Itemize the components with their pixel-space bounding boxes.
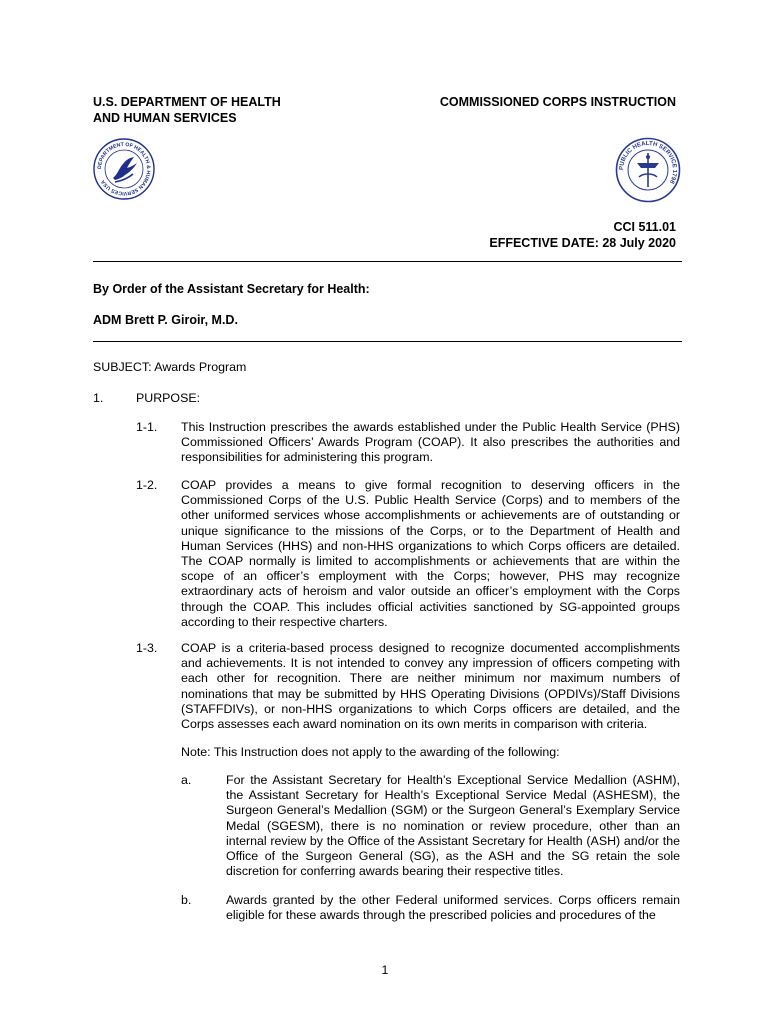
document-type: COMMISSIONED CORPS INSTRUCTION	[439, 95, 676, 109]
paragraph-number: 1-1.	[136, 420, 158, 434]
effective-date: EFFECTIVE DATE: 28 July 2020	[489, 236, 676, 250]
hhs-seal-icon	[93, 138, 155, 200]
agency-line-2: AND HUMAN SERVICES	[93, 111, 237, 125]
page-number: 1	[381, 963, 389, 977]
paragraph-text: COAP provides a means to give formal recognition to deserving officers in the Commissioned Corps of the U.S. Public Health Service (Corps) and to members of the other uniformed services whose accomplishments or achievements are of outstanding or unique significance to the missions of the Corps, or to the Department of Health and Human Services (HHS) and non-HHS organizations to which Corps officers are detailed. The COAP normally is limited to accomplishments or achievements that are within the scope of an officer’s employment with the Corps; however, PHS may recognize extraordinary acts of heroism and valor outside an officer’s employment with the Corps through the COAP. This includes official activities sanctioned by SG-appointed groups according to their respective charters.	[181, 478, 680, 629]
agency-line-1: U.S. DEPARTMENT OF HEALTH	[93, 95, 281, 109]
list-item-text: For the Assistant Secretary for Health’s Exceptional Service Medallion (ASHM), the Assistant Secretary for Health’s Exceptional Service Medal (ASHESM), the Surgeon General’s Medallion (SGM) or the Surgeon General’s Exemplary Service Medal (SGESM), there is no nomination or review procedure, other than an internal review by the Office of the Assistant Secretary for Health (ASH) and/or the Office of the Surgeon General (SG), as the ASH and the SG retain the sole discretion for conferring awards bearing their respective titles.	[226, 773, 680, 879]
section-title: PURPOSE:	[136, 391, 201, 405]
phs-seal-text: PUBLIC HEALTH SERVICE 1798	[618, 140, 678, 185]
paragraph-number: 1-2.	[136, 478, 158, 492]
by-order-line: By Order of the Assistant Secretary for Health:	[93, 282, 370, 296]
divider-bottom	[93, 341, 682, 342]
agency-name	[93, 94, 353, 126]
divider-top	[93, 261, 682, 262]
signatory: ADM Brett P. Giroir, M.D.	[93, 313, 238, 327]
section-number: 1.	[93, 391, 104, 405]
hhs-seal-text: DEPARTMENT OF HEALTH & HUMAN SERVICES USA	[96, 141, 152, 197]
paragraph-text: This Instruction prescribes the awards established under the Public Health Service (PHS) Commissioned Officers’ Awards Program (COAP). It also prescribes the authorities and responsibilities for administering this program.	[181, 420, 680, 465]
paragraph-text: COAP is a criteria-based process designed to recognize documented accomplishments and achievements. It is not intended to convey any impression of officers competing with each other for recognition. There are neither minimum nor maximum numbers of nominations that may be submitted by HHS Operating Divisions (OPDIVs)/Staff Divisions (STAFFDIVs), or non-HHS organizations to which Corps officers are detailed, and the Corps assesses each award nomination on its own merits in comparison with criteria.	[181, 641, 680, 732]
note-line: Note: This Instruction does not apply to the awarding of the following:	[181, 745, 560, 759]
list-item-letter: b.	[181, 893, 192, 907]
list-item-text: Awards granted by the other Federal uniformed services. Corps officers remain eligible for these awards through the prescribed policies and procedures of the	[226, 893, 680, 923]
cci-number: CCI 511.01	[613, 220, 676, 234]
paragraph-number: 1-3.	[136, 641, 158, 655]
subject-line: SUBJECT: Awards Program	[93, 360, 247, 374]
phs-seal-icon	[615, 137, 681, 203]
list-item-letter: a.	[181, 773, 192, 787]
